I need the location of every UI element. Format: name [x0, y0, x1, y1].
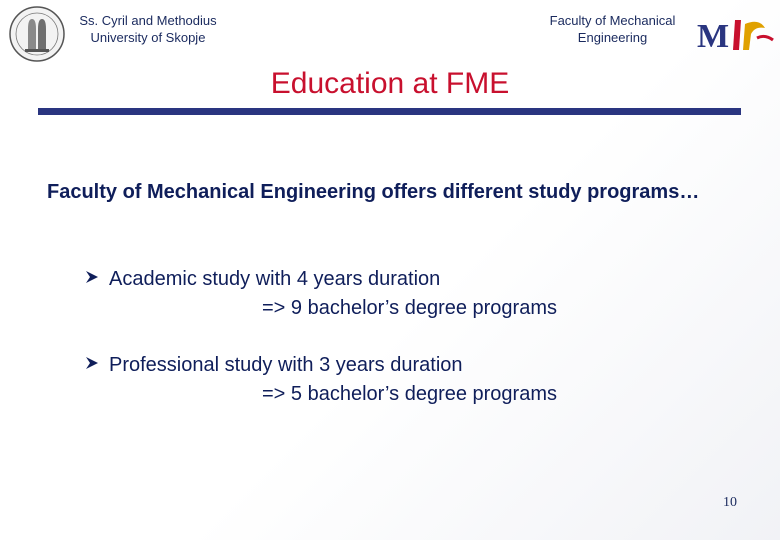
faculty-name-line2: Engineering	[577, 30, 648, 45]
university-name-line2: University of Skopje	[90, 30, 206, 45]
faculty-name-line1: Faculty of Mechanical	[549, 13, 676, 28]
university-name	[68, 12, 228, 46]
bullet-text: Professional study with 3 years duration	[109, 354, 463, 376]
arrow-bullet-icon	[84, 265, 104, 294]
title-divider	[38, 108, 741, 115]
arrow-bullet-icon	[84, 351, 104, 380]
intro-text: Faculty of Mechanical Engineering offers different study programs…	[47, 181, 700, 203]
bullet-academic-study	[84, 265, 704, 323]
bullet-result: => 5 bachelor’s degree programs	[262, 383, 557, 405]
faculty-name	[530, 12, 695, 46]
slide-title: Education at FME	[270, 67, 510, 100]
bullet-result: => 9 bachelor’s degree programs	[262, 297, 557, 319]
university-name-line1: Ss. Cyril and Methodius	[79, 13, 217, 28]
bullet-text: Academic study with 4 years duration	[109, 268, 441, 290]
bullet-professional-study	[84, 351, 704, 409]
page-number: 10	[723, 495, 737, 510]
faculty-logo	[695, 14, 777, 54]
svg-text:M: M	[697, 18, 730, 54]
university-seal-logo	[8, 5, 66, 63]
